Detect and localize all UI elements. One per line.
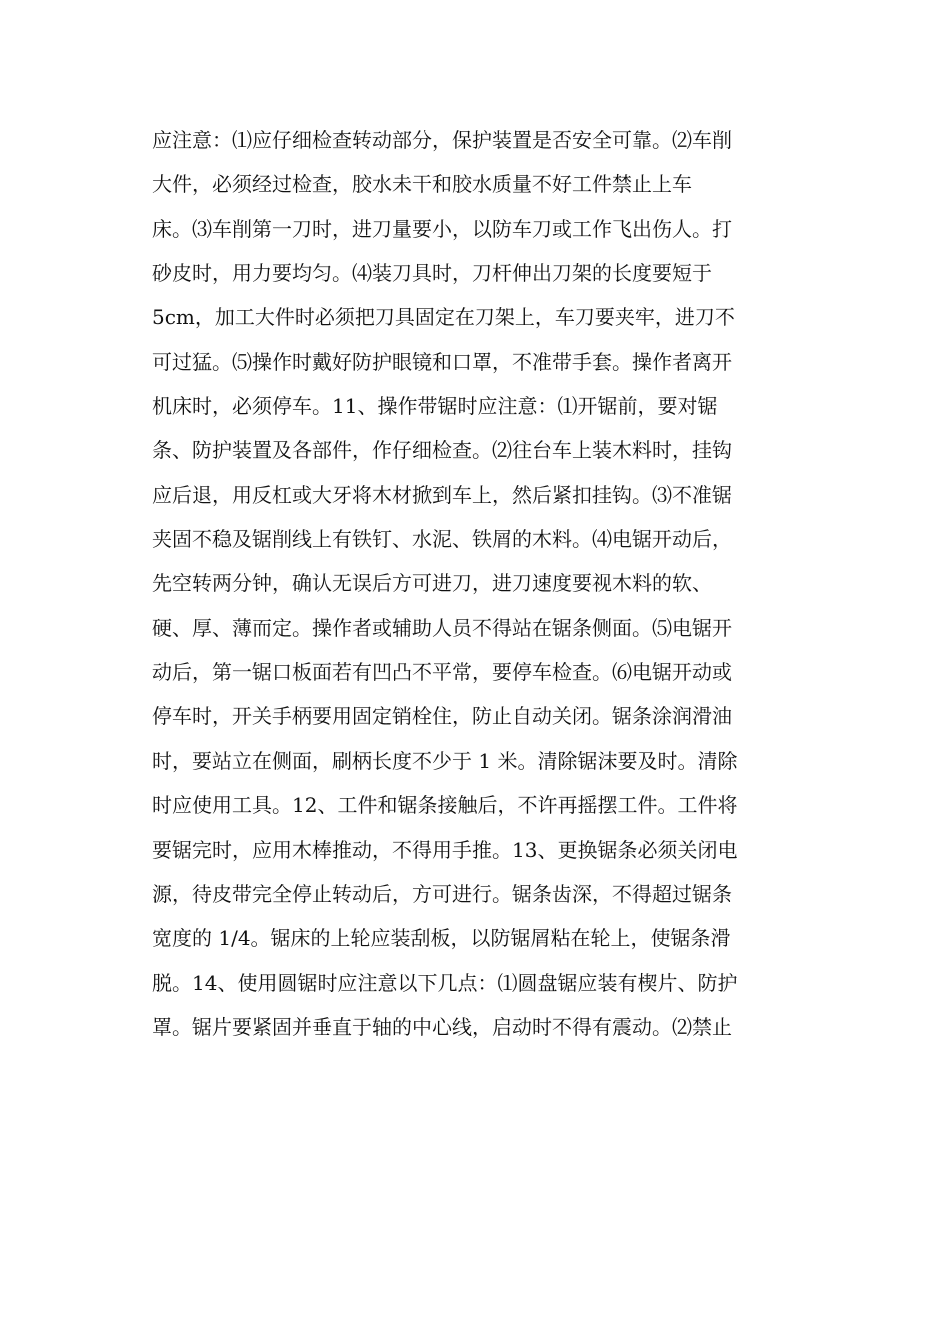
text-line: 床。⑶车削第一刀时，进刀量要小，以防车刀或工作飞出伤人。打 [152, 216, 732, 241]
text-line: 时，要站立在侧面，刷柄长度不少于 1 米。清除锯沫要及时。清除 [152, 748, 738, 773]
text-line: 应注意：⑴应仔细检查转动部分，保护装置是否安全可靠。⑵车削 [152, 128, 732, 152]
text-line: 砂皮时，用力要均匀。⑷装刀具时，刀杆伸出刀架的长度要短于 [152, 261, 712, 286]
body-paragraph [152, 118, 812, 1049]
text-line: 停车时，开关手柄要用固定销栓住，防止自动关闭。锯条涂润滑油 [152, 704, 732, 729]
text-line: 时应使用工具。12、工件和锯条接触后，不许再摇摆工件。工件将 [152, 793, 738, 818]
text-line: 夹固不稳及锯削线上有铁钉、水泥、铁屑的木料。⑷电锯开动后， [152, 527, 732, 552]
text-line: 5cm，加工大件时必须把刀具固定在刀架上，车刀要夹牢，进刀不 [152, 305, 735, 330]
text-line: 源，待皮带完全停止转动后，方可进行。锯条齿深，不得超过锯条 [152, 881, 732, 906]
text-line: 硬、厚、薄而定。操作者或辅助人员不得站在锯条侧面。⑸电锯开 [152, 615, 732, 640]
text-line: 要锯完时，应用木棒推动，不得用手推。13、更换锯条必须关闭电 [152, 837, 738, 862]
text-line: 应后退，用反杠或大牙将木材掀到车上，然后紧扣挂钩。⑶不准锯 [152, 482, 732, 507]
text-line: 动后，第一锯口板面若有凹凸不平常，要停车检查。⑹电锯开动或 [152, 660, 732, 685]
text-line: 罩。锯片要紧固并垂直于轴的中心线，启动时不得有震动。⑵禁止 [152, 1014, 732, 1039]
text-line: 可过猛。⑸操作时戴好防护眼镜和口罩，不准带手套。操作者离开 [152, 349, 732, 374]
text-line: 大件，必须经过检查，胶水未干和胶水质量不好工件禁止上车 [152, 172, 692, 197]
text-line: 机床时，必须停车。11、操作带锯时应注意：⑴开锯前，要对锯 [152, 394, 718, 419]
text-line: 宽度的 1/4。锯床的上轮应装刮板，以防锯屑粘在轮上，使锯条滑 [152, 926, 731, 951]
text-line: 先空转两分钟，确认无误后方可进刀，进刀速度要视木料的软、 [152, 571, 712, 596]
text-line: 条、防护装置及各部件，作仔细检查。⑵往台车上装木料时，挂钩 [152, 438, 732, 463]
text-line: 脱。14、使用圆锯时应注意以下几点：⑴圆盘锯应装有楔片、防护 [152, 970, 738, 995]
